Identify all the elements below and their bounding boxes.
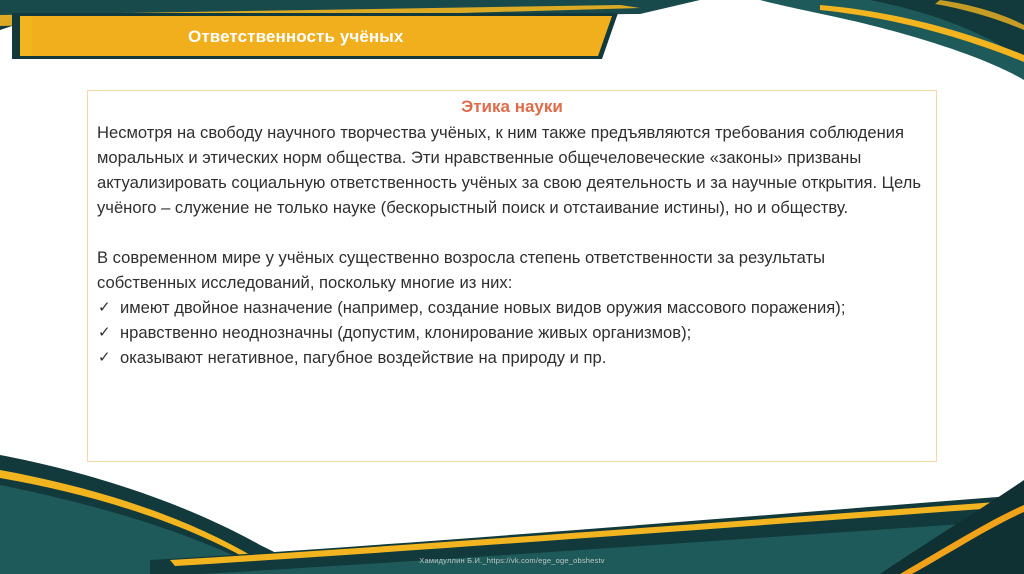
check-icon: ✓: [98, 349, 111, 366]
list-item: [97, 320, 927, 345]
title-banner: [12, 13, 618, 59]
list-item-text: оказывают негативное, пагубное воздействие на природу и пр.: [120, 348, 607, 367]
list-item-text: имеют двойное назначение (например, создание новых видов оружия массового поражения);: [120, 298, 846, 317]
section-heading: Этика науки: [461, 97, 563, 116]
list-item: [97, 295, 927, 320]
content-box: [87, 90, 937, 462]
paragraph-modern-world: В современном мире у учёных существенно возросла степень ответственности за результаты собственных исследований, поскольку многие из них:: [97, 248, 826, 292]
footer-credit: Хамидуллин Б.И._https://vk.com/ege_oge_obshestv: [419, 556, 605, 565]
check-icon: ✓: [98, 299, 111, 316]
list-item: [97, 345, 927, 370]
content-body: [97, 120, 927, 370]
list-item-text: нравственно неоднозначны (допустим, клонирование живых организмов);: [120, 323, 692, 342]
check-icon: ✓: [98, 324, 111, 341]
page-title: Ответственность учёных: [188, 27, 404, 46]
paragraph-intro: Несмотря на свободу научного творчества учёных, к ним также предъявляются требования соблюдения моральных и этических норм общества. Эти нравственные общечеловеческие «законы» призваны актуализировать социальную ответственность учёных за свою деятельность и за научные открытия. Цель учёного – служение не только науке (бескорыстный поиск и отстаивание истины), но и обществу.: [97, 123, 921, 217]
paragraph-gap: [97, 220, 927, 245]
bullet-list: [97, 295, 927, 370]
